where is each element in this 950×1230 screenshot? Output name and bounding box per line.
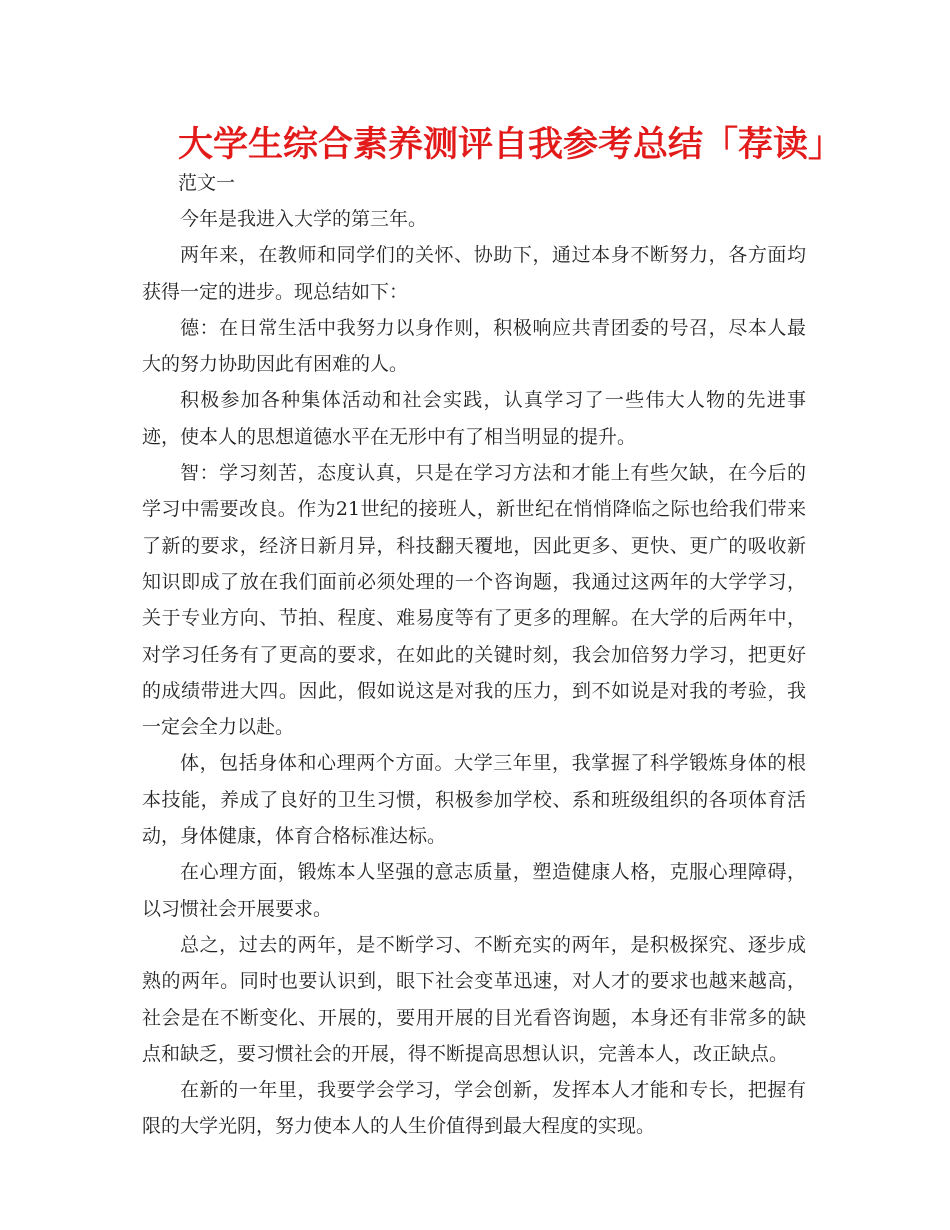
paragraph-psychology: 在心理方面，锻炼本人坚强的意志质量，塑造健康人格，克服心理障碍，以习惯社会开展要求。 — [142, 861, 806, 920]
paragraph-overview: 两年来，在教师和同学们的关怀、协助下，通过本身不断努力，各方面均获得一定的进步。现总结如下： — [142, 244, 806, 303]
paragraph-physical: 体，包括身体和心理两个方面。大学三年里，我掌握了科学锻炼身体的根本技能，养成了良好的卫生习惯，积极参加学校、系和班级组织的各项体育活动，身体健康，体育合格标准达标。 — [142, 752, 806, 848]
document-body — [142, 201, 806, 1145]
document-title: 大学生综合素养测评自我参考总结「荐读」 — [178, 125, 844, 165]
paragraph-activities: 积极参加各种集体活动和社会实践，认真学习了一些伟大人物的先进事迹，使本人的思想道德水平在无形中有了相当明显的提升。 — [142, 389, 806, 448]
document-subtitle: 范文一 — [178, 172, 236, 194]
paragraph-intro: 今年是我进入大学的第三年。 — [180, 208, 428, 230]
paragraph-summary: 总之，过去的两年，是不断学习、不断充实的两年，是积极探究、逐步成熟的两年。同时也要认识到，眼下社会变革迅速，对人才的要求也越来越高，社会是在不断变化、开展的，要用开展的目光看咨询题，本身还有非常多的缺点和缺乏，要习惯社会的开展，得不断提高思想认识，完善本人，改正缺点。 — [142, 933, 806, 1065]
paragraph-morality: 德：在日常生活中我努力以身作则，积极响应共青团委的号召，尽本人最大的努力协助因此有困难的人。 — [142, 316, 806, 376]
paragraph-intellect: 智：学习刻苦，态度认真，只是在学习方法和才能上有些欠缺，在今后的学习中需要改良。作为21世纪的接班人，新世纪在悄悄降临之际也给我们带来了新的要求，经济日新月异，科技翻天覆地，因此更多、更快、更广的吸收新知识即成了放在我们面前必须处理的一个咨询题，我通过这两年的大学学习，关于专业方向、节拍、程度、难易度等有了更多的理解。在大学的后两年中，对学习任务有了更高的要求，在如此的关键时刻，我会加倍努力学习，把更好的成绩带进大四。因此，假如说这是对我的压力，到不如说是对我的考验，我一定会全力以赴。 — [142, 462, 806, 739]
paragraph-new-year: 在新的一年里，我要学会学习，学会创新，发挥本人才能和专长，把握有限的大学光阴，努力使本人的人生价值得到最大程度的实现。 — [142, 1079, 806, 1138]
